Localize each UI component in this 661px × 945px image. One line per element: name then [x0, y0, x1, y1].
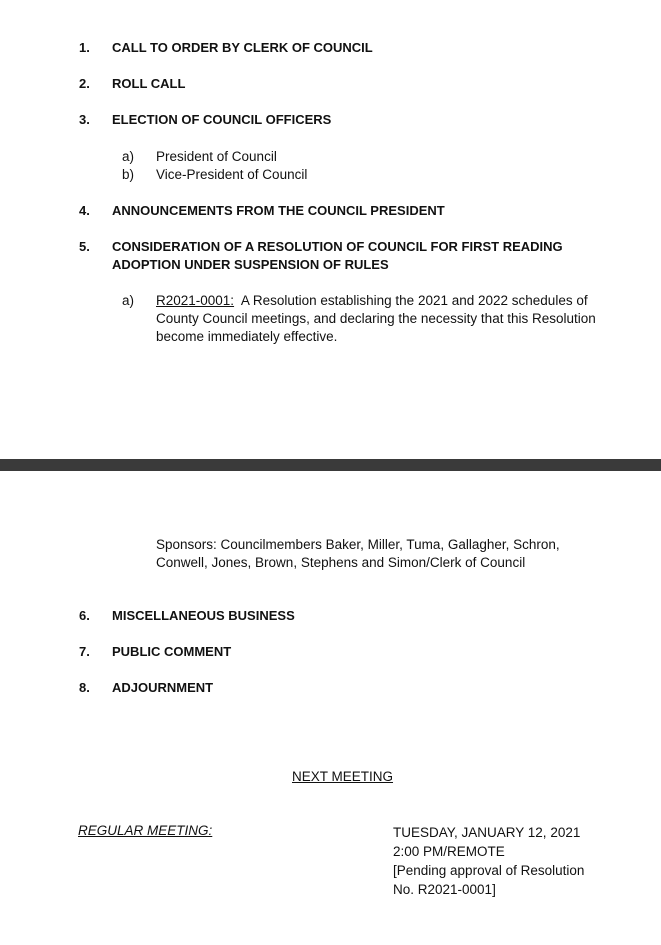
item-number: 3. [79, 112, 90, 127]
meeting-details [393, 823, 584, 899]
item-title: ADJOURNMENT [112, 680, 214, 695]
next-meeting-heading: NEXT MEETING [292, 769, 394, 784]
resolution-line-3: become immediately effective. [156, 329, 338, 344]
page-divider [0, 459, 661, 471]
meeting-note-line-2: No. R2021-0001] [393, 882, 496, 897]
resolution-text: A Resolution establishing the 2021 and 2022 schedules of [240, 293, 588, 308]
item-number: 5. [79, 239, 90, 254]
item-title-line-2: ADOPTION UNDER SUSPENSION OF RULES [112, 257, 389, 272]
sub-item-letter: a) [122, 293, 135, 308]
meeting-time: 2:00 PM/REMOTE [393, 844, 505, 859]
item-number: 4. [79, 203, 90, 218]
sponsors-line-2: Conwell, Jones, Brown, Stephens and Simon/Clerk of Council [156, 555, 526, 570]
item-title: ANNOUNCEMENTS FROM THE COUNCIL PRESIDENT [112, 203, 445, 218]
resolution-line-2: County Council meetings, and declaring the necessity that this Resolution [156, 311, 596, 326]
sub-item-letter: b) [122, 167, 135, 182]
item-title-line-1: CONSIDERATION OF A RESOLUTION OF COUNCIL FOR FIRST READING [112, 239, 563, 254]
sub-item-text: President of Council [156, 149, 277, 164]
resolution-id: R2021-0001: [156, 293, 235, 308]
sub-item-letter: a) [122, 149, 135, 164]
item-number: 2. [79, 76, 90, 91]
item-title: CALL TO ORDER BY CLERK OF COUNCIL [112, 40, 373, 55]
item-title: MISCELLANEOUS BUSINESS [112, 608, 295, 623]
item-number: 7. [79, 644, 90, 659]
sub-item-text: Vice-President of Council [156, 167, 308, 182]
meeting-note-line-1: [Pending approval of Resolution [393, 863, 585, 878]
resolution-line-1 [156, 292, 588, 311]
regular-meeting-label: REGULAR MEETING: [78, 823, 213, 838]
item-title: ELECTION OF COUNCIL OFFICERS [112, 112, 332, 127]
item-number: 8. [79, 680, 90, 695]
item-title: PUBLIC COMMENT [112, 644, 232, 659]
item-number: 1. [79, 40, 90, 55]
item-title: ROLL CALL [112, 76, 186, 91]
meeting-date: TUESDAY, JANUARY 12, 2021 [393, 825, 581, 840]
item-number: 6. [79, 608, 90, 623]
sponsors-line-1: Sponsors: Councilmembers Baker, Miller, Tuma, Gallagher, Schron, [156, 537, 560, 552]
